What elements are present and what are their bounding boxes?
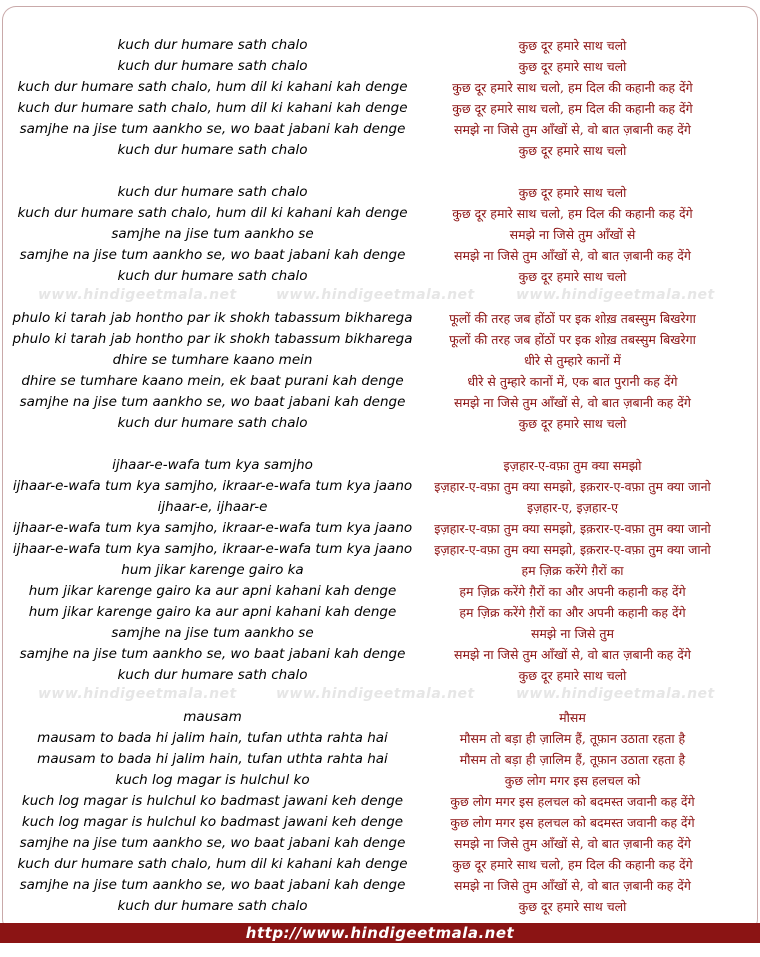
- watermark-text: www.hindigeetmala.net: [38, 287, 237, 303]
- lyric-line-roman: samjhe na jise tum aankho se: [111, 226, 314, 242]
- lyric-line-roman: hum jikar karenge gairo ka: [121, 562, 304, 578]
- lyric-line-hindi: फूलों की तरह जब होंठों पर इक शोख़ तबस्सुम बिखरेगा: [449, 311, 696, 326]
- lyric-line-roman: samjhe na jise tum aankho se, wo baat jabani kah denge: [19, 247, 406, 263]
- lyric-line-roman: mausam to bada hi jalim hain, tufan uthta rahta hai: [37, 751, 388, 767]
- lyric-line-roman: dhire se tumhare kaano mein: [112, 352, 313, 368]
- watermark-text: www.hindigeetmala.net: [516, 686, 715, 702]
- lyric-line-hindi: फूलों की तरह जब होंठों पर इक शोख़ तबस्सुम बिखरेगा: [449, 332, 696, 347]
- lyric-line-roman: samjhe na jise tum aankho se, wo baat jabani kah denge: [19, 835, 406, 851]
- lyric-line-roman: kuch dur humare sath chalo, hum dil ki kahani kah denge: [17, 205, 408, 221]
- lyric-line-roman: hum jikar karenge gairo ka aur apni kahani kah denge: [28, 583, 397, 599]
- lyric-line-roman: kuch dur humare sath chalo, hum dil ki kahani kah denge: [17, 856, 408, 872]
- lyric-line-hindi: मौसम तो बड़ा ही ज़ालिम हैं, तूफ़ान उठाता रहता है: [459, 752, 686, 767]
- lyric-line-hindi: मौसम: [559, 710, 586, 725]
- lyric-line-roman: mausam: [183, 709, 242, 725]
- lyric-line-roman: ijhaar-e-wafa tum kya samjho, ikraar-e-wafa tum kya jaano: [12, 478, 413, 494]
- lyric-line-roman: kuch dur humare sath chalo: [117, 268, 308, 284]
- lyric-line-hindi: कुछ लोग मगर इस हलचल को: [504, 773, 641, 788]
- lyric-line-hindi: कुछ लोग मगर इस हलचल को बदमस्त जवानी कह देंगे: [450, 794, 695, 809]
- lyric-line-roman: [0, 161, 425, 182]
- lyric-line-roman: kuch dur humare sath chalo: [117, 142, 308, 158]
- lyric-line-roman: samjhe na jise tum aankho se, wo baat jabani kah denge: [19, 394, 406, 410]
- lyric-line-hindi: धीरे से तुम्हारे कानों में: [524, 353, 621, 368]
- lyric-line-roman: ijhaar-e-wafa tum kya samjho, ikraar-e-wafa tum kya jaano: [12, 541, 413, 557]
- lyric-line-roman: samjhe na jise tum aankho se, wo baat jabani kah denge: [19, 121, 406, 137]
- lyric-line-hindi: समझे ना जिसे तुम आँखों से, वो बात ज़बानी कह देंगे: [454, 878, 691, 893]
- lyric-line-roman: kuch log magar is hulchul ko: [115, 772, 310, 788]
- lyrics-hindi-column: [385, 35, 760, 917]
- lyric-line-hindi: हम ज़िक्र करेंगे ग़ैरों का: [521, 563, 624, 578]
- lyric-line-hindi: समझे ना जिसे तुम आँखों से, वो बात ज़बानी कह देंगे: [454, 122, 691, 137]
- lyric-line-hindi: धीरे से तुम्हारे कानों में, एक बात पुरानी कह देंगे: [467, 374, 678, 389]
- lyric-line-roman: kuch dur humare sath chalo: [117, 415, 308, 431]
- lyric-line-hindi: इज़हार-ए-वफ़ा तुम क्या समझो, इक़रार-ए-वफ़ा तुम क्या जानो: [434, 521, 711, 536]
- lyric-line-roman: phulo ki tarah jab hontho par ik shokh tabassum bikharega: [12, 331, 413, 347]
- lyric-line-hindi: [385, 161, 760, 182]
- lyric-line-roman: phulo ki tarah jab hontho par ik shokh tabassum bikharega: [12, 310, 413, 326]
- lyric-line-roman: [0, 686, 425, 707]
- watermark-text: www.hindigeetmala.net: [38, 686, 237, 702]
- lyric-line-hindi: [385, 686, 760, 707]
- lyric-line-roman: samjhe na jise tum aankho se, wo baat jabani kah denge: [19, 877, 406, 893]
- lyric-line-roman: kuch dur humare sath chalo: [117, 898, 308, 914]
- lyric-line-hindi: कुछ दूर हमारे साथ चलो, हम दिल की कहानी कह देंगे: [452, 80, 693, 95]
- lyric-line-hindi: कुछ लोग मगर इस हलचल को बदमस्त जवानी कह देंगे: [450, 815, 695, 830]
- lyric-line-hindi: कुछ दूर हमारे साथ चलो: [518, 269, 627, 284]
- lyric-line-roman: kuch dur humare sath chalo: [117, 37, 308, 53]
- watermark-text: www.hindigeetmala.net: [516, 287, 715, 303]
- lyric-line-roman: kuch dur humare sath chalo: [117, 184, 308, 200]
- lyric-line-roman: samjhe na jise tum aankho se, wo baat jabani kah denge: [19, 646, 406, 662]
- lyric-line-hindi: हम ज़िक्र करेंगे ग़ैरों का और अपनी कहानी कह देंगे: [459, 584, 686, 599]
- lyric-line-roman: ijhaar-e, ijhaar-e: [157, 499, 268, 515]
- lyric-line-hindi: [385, 434, 760, 455]
- lyric-line-hindi: कुछ दूर हमारे साथ चलो: [518, 38, 627, 53]
- lyric-line-hindi: कुछ दूर हमारे साथ चलो: [518, 185, 627, 200]
- lyric-line-hindi: कुछ दूर हमारे साथ चलो, हम दिल की कहानी कह देंगे: [452, 857, 693, 872]
- lyric-line-hindi: इज़हार-ए, इज़हार-ए: [526, 500, 619, 515]
- lyrics-roman-column: [0, 35, 425, 917]
- lyric-line-roman: dhire se tumhare kaano mein, ek baat purani kah denge: [21, 373, 404, 389]
- lyric-line-roman: kuch log magar is hulchul ko badmast jawani keh denge: [21, 793, 404, 809]
- lyric-line-hindi: इज़हार-ए-वफ़ा तुम क्या समझो, इक़रार-ए-वफ़ा तुम क्या जानो: [434, 479, 711, 494]
- lyric-line-roman: [0, 287, 425, 308]
- lyric-line-hindi: समझे ना जिसे तुम आँखों से, वो बात ज़बानी कह देंगे: [454, 836, 691, 851]
- lyric-line-roman: kuch dur humare sath chalo: [117, 667, 308, 683]
- lyric-line-hindi: समझे ना जिसे तुम आँखों से, वो बात ज़बानी कह देंगे: [454, 647, 691, 662]
- lyric-line-roman: hum jikar karenge gairo ka aur apni kahani kah denge: [28, 604, 397, 620]
- lyric-line-hindi: [385, 287, 760, 308]
- watermark-text: www.hindigeetmala.net: [276, 287, 475, 303]
- lyric-line-hindi: कुछ दूर हमारे साथ चलो: [518, 59, 627, 74]
- lyric-line-roman: kuch log magar is hulchul ko badmast jawani keh denge: [21, 814, 404, 830]
- lyric-line-roman: [0, 434, 425, 455]
- lyric-line-hindi: कुछ दूर हमारे साथ चलो: [518, 899, 627, 914]
- lyric-line-roman: kuch dur humare sath chalo, hum dil ki kahani kah denge: [17, 100, 408, 116]
- lyric-line-roman: ijhaar-e-wafa tum kya samjho, ikraar-e-wafa tum kya jaano: [12, 520, 413, 536]
- lyric-line-hindi: इज़हार-ए-वफ़ा तुम क्या समझो: [503, 458, 642, 473]
- lyric-line-hindi: समझे ना जिसे तुम: [530, 626, 615, 641]
- lyric-line-hindi: इज़हार-ए-वफ़ा तुम क्या समझो, इक़रार-ए-वफ़ा तुम क्या जानो: [434, 542, 711, 557]
- lyric-line-roman: mausam to bada hi jalim hain, tufan uthta rahta hai: [37, 730, 388, 746]
- lyric-line-roman: ijhaar-e-wafa tum kya samjho: [112, 457, 313, 473]
- lyric-line-roman: samjhe na jise tum aankho se: [111, 625, 314, 641]
- lyric-line-hindi: समझे ना जिसे तुम आँखों से, वो बात ज़बानी कह देंगे: [454, 248, 691, 263]
- lyric-line-hindi: कुछ दूर हमारे साथ चलो: [518, 416, 627, 431]
- lyric-line-hindi: कुछ दूर हमारे साथ चलो, हम दिल की कहानी कह देंगे: [452, 206, 693, 221]
- footer-link[interactable]: http://www.hindigeetmala.net: [245, 924, 515, 942]
- lyric-line-hindi: कुछ दूर हमारे साथ चलो, हम दिल की कहानी कह देंगे: [452, 101, 693, 116]
- lyric-line-hindi: मौसम तो बड़ा ही ज़ालिम हैं, तूफ़ान उठाता रहता है: [459, 731, 686, 746]
- watermark-text: www.hindigeetmala.net: [276, 686, 475, 702]
- lyric-line-hindi: समझे ना जिसे तुम आँखों से: [509, 227, 636, 242]
- lyric-line-roman: kuch dur humare sath chalo: [117, 58, 308, 74]
- lyric-line-roman: kuch dur humare sath chalo, hum dil ki kahani kah denge: [17, 79, 408, 95]
- footer-url-bar: [0, 923, 760, 943]
- lyric-line-hindi: हम ज़िक्र करेंगे ग़ैरों का और अपनी कहानी कह देंगे: [459, 605, 686, 620]
- lyric-line-hindi: कुछ दूर हमारे साथ चलो: [518, 143, 627, 158]
- lyric-line-hindi: कुछ दूर हमारे साथ चलो: [518, 668, 627, 683]
- lyric-line-hindi: समझे ना जिसे तुम आँखों से, वो बात ज़बानी कह देंगे: [454, 395, 691, 410]
